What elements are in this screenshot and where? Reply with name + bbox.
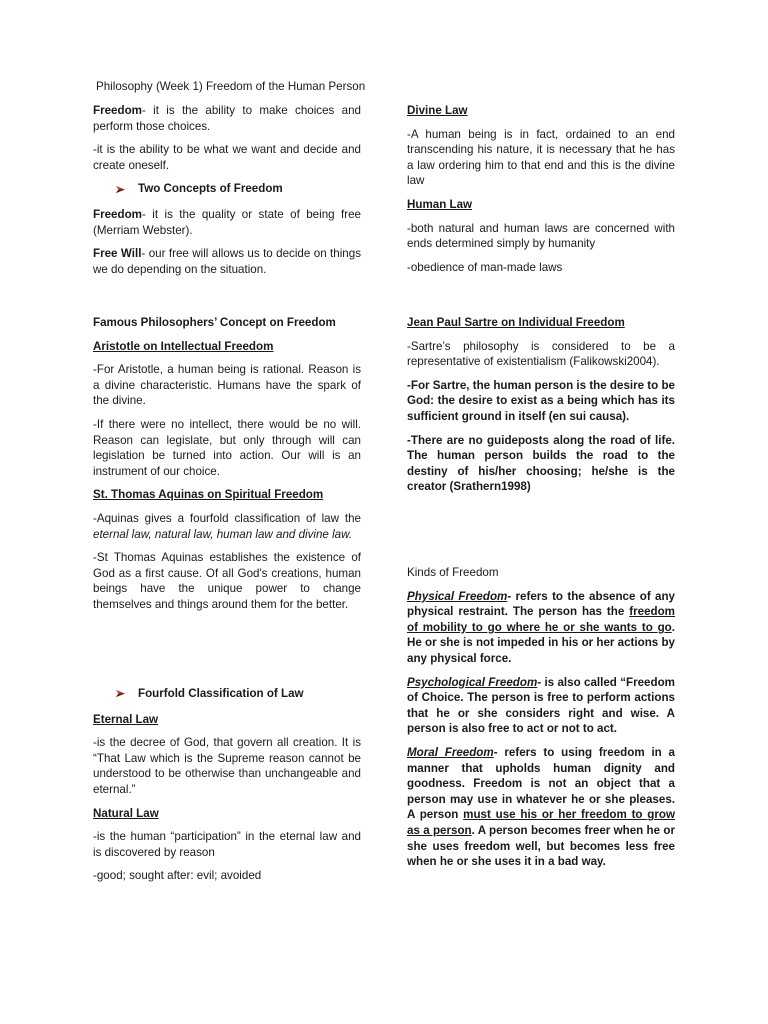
sartre-paragraph-3: -There are no guideposts along the road of life. The human person builds the road to the destiny of his/her choosing; he/she is the creator (Srathern1998) <box>407 433 675 494</box>
human-law-paragraph-2: -obedience of man-made laws <box>407 260 563 274</box>
left-column <box>93 103 361 285</box>
famous-philosophers-heading: Famous Philosophers’ Concept on Freedom <box>93 316 336 329</box>
freedom-definition-2: -it is the ability to be what we want and decide and create oneself. <box>93 143 361 172</box>
natural-law-paragraph-2: -good; sought after: evil; avoided <box>93 869 262 883</box>
bullet-arrow-icon <box>115 688 126 699</box>
natural-law-paragraph-1: -is the human “participation” in the eternal law and is discovered by reason <box>93 830 361 859</box>
kinds-of-freedom-heading: Kinds of Freedom <box>407 566 499 579</box>
freedom-quality: Freedom- it is the quality or state of being free (Merriam Webster). <box>93 207 361 237</box>
human-law-paragraph-1: -both natural and human laws are concerned with ends determined simply by humanity <box>407 221 675 251</box>
aquinas-paragraph-2: -St Thomas Aquinas establishes the existence of God as a first cause. Of all God's creations, human beings have the unique power to change themselves and things around them for the better. <box>93 551 361 611</box>
eternal-law-paragraph: -is the decree of God, that govern all creation. It is “That Law which is the Supreme reason cannot be understood to be otherwise than unchangeable and eternal.” <box>93 736 361 796</box>
aquinas-paragraph-1: -Aquinas gives a fourfold classification of law the eternal law, natural law, human law and divine law. <box>93 511 361 541</box>
freedom-definition-1: Freedom- it is the ability to make choices and perform those choices. <box>93 104 361 133</box>
aristotle-paragraph-2: -If there were no intellect, there would be no will. Reason can legislate, but only through will can legislation be turned into action. Our will is an instrument of our choice. <box>93 417 361 478</box>
aquinas-heading: St. Thomas Aquinas on Spiritual Freedom <box>93 488 324 502</box>
eternal-law-heading: Eternal Law <box>93 712 159 726</box>
divine-law-heading: Divine Law <box>407 104 468 117</box>
psychological-freedom-paragraph: Psychological Freedom- is also called “Freedom of Choice. The person is free to perform actions that he or she considers right and wise. A person is also free to act or not to act. <box>407 675 675 736</box>
sartre-heading: Jean Paul Sartre on Individual Freedom <box>407 316 625 329</box>
sartre-section <box>407 315 675 503</box>
physical-freedom-paragraph: Physical Freedom- refers to the absence of any physical restraint. The person has the freedom of mobility to go where he or she wants to go. He or she is not impeded in his or her actions by any physical force. <box>407 589 676 665</box>
aristotle-paragraph-1: -For Aristotle, a human being is rational. Reason is a divine characteristic. Humans have the spark of the divine. <box>93 363 361 408</box>
sartre-paragraph-1: -Sartre’s philosophy is considered to be a representative of existentialism (Falikowski2004). <box>407 339 675 369</box>
aristotle-heading: Aristotle on Intellectual Freedom <box>93 339 274 353</box>
divine-law-paragraph: -A human being is in fact, ordained to an end transcending his nature, it is necessary that he has a law ordering him to that end and this is the divine law <box>407 127 675 188</box>
human-law-heading: Human Law <box>407 197 473 211</box>
free-will: Free Will- our free will allows us to decide on things we do depending on the situation. <box>93 247 361 276</box>
kinds-section <box>407 565 675 878</box>
sartre-paragraph-2: -For Sartre, the human person is the desire to be God: the desire to exist as a being which has its sufficient ground in itself (en sui causa). <box>407 378 675 423</box>
freedom-term: Freedom <box>93 104 142 117</box>
law-section <box>93 686 361 892</box>
bullet-arrow-icon <box>115 184 126 195</box>
two-concepts-heading: Two Concepts of Freedom <box>115 181 361 197</box>
fourfold-heading: Fourfold Classification of Law <box>115 686 361 702</box>
moral-freedom-paragraph: Moral Freedom- refers to using freedom in a manner that upholds human dignity and goodness. Freedom is not an object that a person may use in whatever he or she pleases. A person must use his or her freedom to grow as a person. A person becomes freer when he or she uses freedom well, but becomes less free when he or she uses it in a bad way. <box>407 745 676 869</box>
page-title: Philosophy (Week 1) Freedom of the Human Person <box>96 80 366 93</box>
natural-law-heading: Natural Law <box>93 806 159 820</box>
philosophers-section <box>93 315 361 621</box>
right-column <box>407 103 675 283</box>
